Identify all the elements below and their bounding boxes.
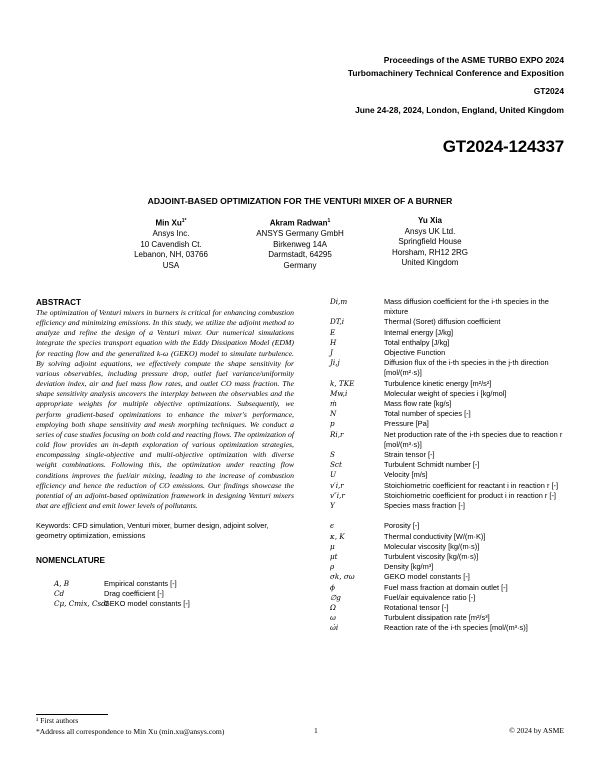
nomenclature-row xyxy=(330,450,566,460)
nomenclature-row: Cd Drag coefficient [-] xyxy=(54,588,164,598)
nomenclature-row xyxy=(330,389,566,399)
nomenclature-definition: Fuel/air equivalence ratio [-] xyxy=(384,592,476,602)
proceedings-line: Proceedings of the ASME TURBO EXPO 2024 xyxy=(383,55,564,65)
nomenclature-row xyxy=(330,297,566,317)
nomenclature-symbol: v′i,r xyxy=(330,480,344,490)
nomenclature-row xyxy=(330,542,566,552)
nomenclature-symbol: DT,i xyxy=(330,317,345,327)
nomenclature-symbol: μ xyxy=(330,541,335,551)
nomenclature-row xyxy=(330,419,566,429)
nomenclature-row xyxy=(330,521,566,531)
author-2 xyxy=(225,216,375,271)
nomenclature-definition: Fuel mass fraction at domain outlet [-] xyxy=(384,582,508,592)
nomenclature-symbol: v″i,r xyxy=(330,490,345,500)
nomenclature-symbol: J xyxy=(330,348,333,358)
footnotes xyxy=(36,715,224,737)
nomenclature-row xyxy=(330,572,566,582)
nomenclature-row xyxy=(330,532,566,542)
nomenclature-symbol: ω̇i xyxy=(330,623,339,633)
nomenclature-definition: Thermal (Soret) diffusion coefficient xyxy=(384,317,501,327)
nomenclature-symbol: Ji,j xyxy=(330,358,340,368)
nomenclature-row xyxy=(330,501,566,511)
footnote-first-authors: ¹ First authors xyxy=(36,716,79,725)
author-city: Horsham, RH12 2RG xyxy=(391,247,469,257)
nomenclature-symbol: ṁ xyxy=(330,399,337,409)
nomenclature-row: Cμ, Cmix, Csdt GEKO model constants [-] xyxy=(54,598,190,608)
nomenclature-row xyxy=(330,460,566,470)
nomenclature-symbol: σk, σω xyxy=(330,572,355,582)
nomenclature-row xyxy=(330,593,566,603)
author-city: Lebanon, NH, 03766 xyxy=(134,250,208,260)
nomenclature-row: A, B Empirical constants [-] xyxy=(54,578,177,588)
nomenclature-row xyxy=(330,379,566,389)
nomenclature-symbol: ∅g xyxy=(330,592,341,602)
nomenclature-symbol: k, TKE xyxy=(330,378,355,388)
author-affiliation: Ansys UK Ltd. xyxy=(404,226,456,236)
nomenclature-definition: Objective Function xyxy=(384,348,446,358)
nomenclature-definition: Species mass fraction [-] xyxy=(384,501,465,511)
nomenclature-symbol: Mw,i xyxy=(330,388,348,398)
copyright: © 2024 by ASME xyxy=(509,726,564,735)
nomenclature-definition: Stoichiometric coefficient for product i in reaction r [-] xyxy=(384,490,556,500)
nomenclature-row xyxy=(330,491,566,501)
conference-header xyxy=(244,54,564,117)
paper-title: ADJOINT-BASED OPTIMIZATION FOR THE VENTURI MIXER OF A BURNER xyxy=(147,196,453,206)
nomenclature-definition: Strain tensor [-] xyxy=(384,450,435,460)
abstract-text: The optimization of Venturi mixers in burners is critical for enhancing combustion efficiency and minimizing emissions. In this study, we utilize the adjoint method to analyze and refine the design of a Venturi mixer. Our numerical simulations integrate the species transport equation with the Eddy Dissipation Model (EDM) for reacting flow and the generalized k-ω (GEKO) model to simulate turbulence. By solving adjoint equations, we effectively compute the shape sensitivity for various observables, including pressure drop, outlet fuel variance/uniformity deviation index, air and fuel mass flow rates, and outlet CO mass fraction. The shape sensitivity analysis uncovers the interplay between the observables and the appropriate weights for multiple objective optimizations. Subsequently, we perform gradient-based optimizations to enhance the mixer's performance, employing both shape sensitivity and mesh morphing techniques. We conduct a series of case studies focusing on both cold and reacting flows. The optimization of cold flow provides an in-depth exploration of various optimization strategies, encompassing single-objective and multi-objective optimization with diverse weight combinations. Following this, the optimization under reacting flow conditions improves the fuel/air mixing, leading to the increase of combustion efficiency and hence the reduction of CO emissions. Our findings showcase the potential of an adjoint-based optimization framework in designing Venturi mixers that are efficient and emit lower levels of pollutants. xyxy=(36,308,294,510)
nomenclature-symbol: ϕ xyxy=(330,582,335,592)
nomenclature-symbol: p xyxy=(330,419,335,429)
conference-short: GT2024 xyxy=(533,86,564,97)
abstract-heading: ABSTRACT xyxy=(36,298,82,307)
nomenclature-symbol: Y xyxy=(330,501,335,511)
nomenclature-row xyxy=(330,348,566,358)
nomenclature-symbol: ϵ xyxy=(330,521,335,531)
nomenclature-row xyxy=(330,317,566,327)
nomenclature-symbol: H xyxy=(330,337,337,347)
nomenclature-row xyxy=(330,430,566,450)
nomenclature-symbol: ω xyxy=(330,613,336,623)
nomenclature-definition: Total enthalpy [J/kg] xyxy=(384,337,450,347)
author-country: United Kingdom xyxy=(401,258,459,267)
author-address: Springfield House xyxy=(398,237,462,246)
nomenclature-definition: Turbulent dissipation rate [m²/s³] xyxy=(384,613,490,623)
nomenclature-symbol: Ri,r xyxy=(330,429,344,439)
nomenclature-definition: Net production rate of the i-th species due to reaction r [mol/(m³·s)] xyxy=(384,429,563,449)
nomenclature-row xyxy=(330,338,566,348)
nomenclature-row xyxy=(330,358,566,378)
nomenclature-row xyxy=(330,583,566,593)
nomenclature-symbol: U xyxy=(330,470,337,480)
nomenclature-symbol: μt xyxy=(330,552,338,562)
nomenclature-row xyxy=(330,328,566,338)
nomenclature-row xyxy=(330,470,566,480)
author-affiliation: ANSYS Germany GmbH xyxy=(256,229,344,239)
nomenclature-symbol: Sct xyxy=(330,460,342,470)
nomenclature-definition: Turbulent Schmidt number [-] xyxy=(384,460,480,470)
nomenclature-row xyxy=(330,399,566,409)
nomenclature-definition: GEKO model constants [-] xyxy=(384,572,470,582)
nomenclature-definition: Molecular viscosity [kg/(m·s)] xyxy=(384,541,480,551)
page-number: 1 xyxy=(314,726,318,735)
nomenclature-row xyxy=(330,409,566,419)
nomenclature-definition: Density [kg/m³] xyxy=(384,562,434,572)
nomenclature-definition: Diffusion flux of the i-th species in the j-th direction [mol/(m²·s)] xyxy=(384,358,549,378)
nomenclature-definition: Velocity [m/s] xyxy=(384,470,428,480)
nomenclature-definition: Mass diffusion coefficient for the i-th species in the mixture xyxy=(384,297,549,317)
left-column xyxy=(36,297,294,609)
nomenclature-row xyxy=(330,613,566,623)
author-address: Birkenweg 14A xyxy=(273,239,327,249)
nomenclature-symbol: Di,m xyxy=(330,297,348,306)
nomenclature-definition: Reaction rate of the i-th species [mol/(m³·s)] xyxy=(384,623,528,633)
author-address: 10 Cavendish Ct. xyxy=(140,239,202,249)
nomenclature-symbol: ρ xyxy=(330,562,335,572)
nomenclature-row xyxy=(330,481,566,491)
author-name: Yu Xia xyxy=(417,216,442,225)
author-1 xyxy=(96,216,246,271)
nomenclature-definition: Porosity [-] xyxy=(384,521,420,531)
author-name: Akram Radwan$^1$ xyxy=(269,218,331,228)
paper-number: GT2024-124337 xyxy=(442,137,564,156)
nomenclature-symbol: Ω xyxy=(330,603,336,613)
nomenclature-symbol: S xyxy=(330,450,335,460)
nomenclature-definition: Rotational tensor [-] xyxy=(384,603,449,613)
author-country: USA xyxy=(162,260,180,270)
nomenclature-right-list xyxy=(330,297,566,634)
keywords: Keywords: CFD simulation, Venturi mixer, burner design, adjoint solver, geometry optimization, emissions xyxy=(36,521,269,541)
nomenclature-row xyxy=(330,552,566,562)
nomenclature-definition: Molecular weight of species i [kg/mol] xyxy=(384,388,507,398)
author-3 xyxy=(355,216,505,269)
nomenclature-left-list xyxy=(54,579,294,610)
nomenclature-symbol: E xyxy=(330,327,336,337)
author-name: Min $Xu^{1*}$ xyxy=(155,218,187,228)
footnote-correspondence: *Address all correspondence to Min Xu (min.xu@ansys.com) xyxy=(36,727,225,736)
nomenclature-definition: Turbulent viscosity [kg/(m·s)] xyxy=(384,552,479,562)
nomenclature-symbol: N xyxy=(330,409,337,419)
nomenclature-definition: Total number of species [-] xyxy=(384,409,471,419)
nomenclature-row xyxy=(330,562,566,572)
nomenclature-symbol: κ, K xyxy=(330,531,345,541)
conference-dates: June 24-28, 2024, London, England, United Kingdom xyxy=(355,105,564,116)
nomenclature-heading: NOMENCLATURE xyxy=(36,555,105,565)
nomenclature-definition: Stoichiometric coefficient for reactant i in reaction r [-] xyxy=(384,480,559,490)
nomenclature-definition: Turbulence kinetic energy [m²/s²] xyxy=(384,378,492,388)
conference-line: Turbomachinery Technical Conference and Exposition xyxy=(347,67,564,78)
author-affiliation: Ansys Inc. xyxy=(152,229,190,239)
nomenclature-definition: Mass flow rate [kg/s] xyxy=(384,399,452,409)
nomenclature-definition: Internal energy [J/kg] xyxy=(384,327,454,337)
nomenclature-definition: Thermal conductivity [W/(m·K)] xyxy=(384,531,486,541)
author-country: Germany xyxy=(283,260,317,270)
nomenclature-definition: Pressure [Pa] xyxy=(384,419,429,429)
nomenclature-row xyxy=(330,603,566,613)
author-city: Darmstadt, 64295 xyxy=(268,250,332,260)
nomenclature-row xyxy=(330,623,566,633)
